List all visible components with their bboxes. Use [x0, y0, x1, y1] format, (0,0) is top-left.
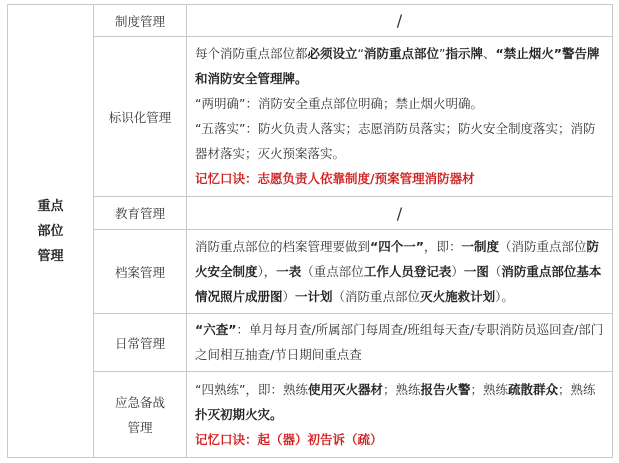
text-run: 一计划 [295, 288, 333, 304]
group-label-line: 部位 [37, 223, 64, 239]
text-run: 一制度 [461, 238, 499, 254]
text-run: 、 [483, 46, 496, 61]
signage-mnemonic: 记忆口诀：志愿负责人依靠制度/预案管理消防器材 [195, 171, 475, 186]
category-readiness-line: 应急备战 [114, 394, 165, 410]
text-run: 一表 [276, 263, 302, 279]
text-run: 消防重点部位 [364, 46, 440, 61]
text-run: 疏散群众 [508, 381, 559, 397]
text-run: ；熟练 [470, 381, 509, 397]
category-signage: 标识化管理 [94, 37, 187, 197]
table-row-signage [8, 37, 613, 197]
content-readiness [187, 372, 613, 458]
category-readiness [94, 372, 187, 458]
text-run: 使用灭火器材 [307, 381, 383, 397]
text-run: 必须设立 [307, 46, 358, 61]
text-run: 每个消防重点部位都 [195, 46, 308, 61]
text-run: ，即： [423, 238, 462, 254]
text-run: “六查” [195, 322, 237, 337]
text-run: ）。 [495, 288, 514, 304]
text-run: （ [488, 263, 502, 279]
text-run: （消防重点部位 [498, 238, 587, 254]
group-label-cell [8, 5, 94, 458]
readiness-paragraph [195, 377, 604, 427]
text-run: （重点部位 [301, 263, 364, 279]
table-row-daily [8, 314, 613, 372]
text-run: 扑灭初期火灾。 [195, 406, 283, 422]
table-row-system [8, 5, 613, 37]
text-run: 一图 [463, 263, 489, 279]
text-run: 报告火警 [420, 381, 471, 397]
text-run: ；熟练 [558, 381, 596, 397]
management-table [7, 4, 613, 458]
text-run: ；熟练 [382, 381, 421, 397]
text-run: 消防重点部位的档案管理要做到 [195, 238, 371, 254]
text-run: 消防安全管理牌。 [207, 71, 308, 86]
content-system: / [187, 5, 613, 37]
group-label-line: 重点 [37, 198, 64, 214]
text-run: ：单月每月查/所属部门每周查/班组每天查/专职消防员巡回查/部门之间相互抽查/节日期间重点查 [195, 322, 604, 362]
signage-paragraph-3: “五落实”：防火负责人落实；志愿消防员落实；防火安全制度落实；消防器材落实；灭火预案落实。 [195, 121, 596, 161]
signage-paragraph-1 [195, 41, 604, 91]
text-run: 警告牌和 [195, 46, 600, 86]
text-run: “禁止烟火” [495, 46, 562, 61]
table-row-education [8, 197, 613, 230]
text-run: “ [357, 46, 365, 61]
category-education: 教育管理 [94, 197, 187, 230]
text-run: 指示牌 [445, 46, 484, 61]
category-readiness-line: 管理 [127, 419, 153, 435]
category-system: 制度管理 [94, 5, 187, 37]
text-run: 防火安全制度 [195, 238, 600, 279]
content-signage [187, 37, 613, 197]
table-row-archive [8, 230, 613, 314]
group-label-line: 管理 [37, 248, 64, 264]
text-run: ）， [257, 263, 277, 279]
content-daily [187, 314, 613, 372]
text-run: （消防重点部位 [332, 288, 421, 304]
text-run: 灭火施救计划 [420, 288, 496, 304]
text-run: “四个一” [370, 238, 424, 254]
text-run: 消防重点部位基本情况照片成册图 [195, 263, 602, 304]
text-run: ） [282, 288, 296, 304]
signage-paragraph-2: “两明确”：消防安全重点部位明确；禁止烟火明确。 [195, 96, 483, 111]
category-daily: 日常管理 [94, 314, 187, 372]
readiness-mnemonic: 记忆口诀：起（器）初告诉（疏） [195, 431, 383, 447]
content-archive [187, 230, 613, 314]
text-run: “四熟练”，即：熟练 [195, 381, 308, 397]
text-run: 工作人员登记表 [363, 263, 452, 279]
table-row-readiness [8, 372, 613, 458]
content-education: / [187, 197, 613, 230]
text-run: ） [451, 263, 464, 279]
text-run: ” [439, 46, 446, 61]
category-archive: 档案管理 [94, 230, 187, 314]
